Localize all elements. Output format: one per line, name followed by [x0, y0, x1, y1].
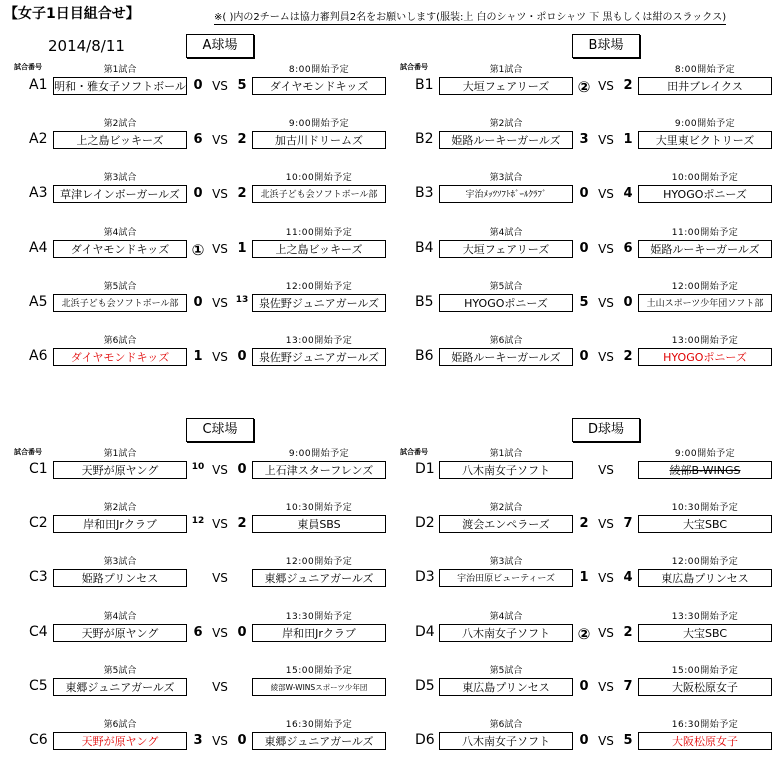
game-number: C5 [29, 677, 48, 694]
away-team: 大阪松原女子 [638, 732, 772, 750]
home-team: 姫路プリンセス [53, 569, 187, 587]
game-number: C4 [29, 623, 48, 640]
game-number: A6 [29, 348, 48, 364]
home-score: 12 [191, 516, 205, 527]
game-label: 第4試合 [489, 227, 523, 238]
field-name-box: D球場 [572, 418, 640, 442]
game-label: 第4試合 [103, 227, 137, 238]
home-score: 5 [579, 294, 589, 310]
home-team: 渡会エンペラーズ [439, 515, 573, 533]
away-score: 1 [237, 240, 247, 256]
away-team: ダイヤモンドキッズ [252, 77, 386, 95]
away-team: HYOGOポニーズ [638, 185, 772, 203]
away-score: 0 [237, 733, 247, 748]
game-label: 第5試合 [489, 281, 523, 292]
away-score: 4 [623, 186, 633, 202]
vs-label: VS [598, 571, 614, 586]
start-time: 11:00開始予定 [285, 227, 353, 238]
away-team: 大宝SBC [638, 624, 772, 642]
home-score: 0 [193, 294, 203, 310]
away-team [638, 461, 772, 479]
away-team: HYOGOポニーズ [638, 348, 772, 366]
start-time: 16:30開始予定 [671, 720, 739, 730]
away-team: 田井ブレイクス [638, 77, 772, 95]
vs-label: VS [212, 133, 228, 148]
game-number: D5 [415, 677, 435, 694]
game-label: 第2試合 [103, 503, 137, 514]
away-score: 4 [623, 570, 633, 586]
away-score: 2 [623, 624, 633, 640]
vs-label: VS [598, 625, 614, 640]
away-score: 2 [623, 349, 633, 364]
vs-label: VS [598, 79, 614, 93]
home-score: ② [577, 78, 591, 96]
home-team: 上之島ビッキーズ [53, 131, 187, 149]
away-team-name: 綾部B-WINGS [669, 464, 741, 477]
game-label: 第1試合 [489, 449, 523, 459]
game-label: 第6試合 [489, 336, 523, 346]
home-team: 北浜子ども会ソフトボール部 [53, 294, 187, 312]
home-score: 0 [193, 186, 203, 202]
game-label: 第2試合 [489, 119, 523, 130]
away-score: 7 [623, 678, 633, 694]
vs-label: VS [212, 517, 228, 532]
home-score: 3 [193, 733, 203, 748]
start-time: 10:30開始予定 [285, 503, 353, 514]
vs-label: VS [212, 295, 228, 310]
game-number: D1 [415, 461, 435, 477]
game-label: 第6試合 [489, 720, 523, 730]
start-time: 15:00開始予定 [671, 665, 739, 676]
home-team: 宇治田原ビューティーズ [439, 569, 573, 587]
away-team: 大里東ビクトリーズ [638, 131, 772, 149]
vs-label: VS [212, 79, 228, 93]
game-number: A3 [29, 185, 48, 202]
home-team: 大垣フェアリーズ [439, 240, 573, 258]
vs-label: VS [212, 463, 228, 477]
start-time: 15:00開始予定 [285, 665, 353, 676]
home-score: 2 [579, 516, 589, 532]
away-score: 0 [237, 462, 247, 477]
vs-label: VS [212, 350, 228, 364]
start-time: 12:00開始予定 [671, 281, 739, 292]
game-number: C1 [29, 461, 48, 477]
home-team: 天野が原ヤング [53, 732, 187, 750]
home-team: 天野が原ヤング [53, 461, 187, 479]
vs-label: VS [598, 350, 614, 364]
start-time: 16:30開始予定 [285, 720, 353, 730]
game-label: 第5試合 [103, 281, 137, 292]
away-team: 上之島ビッキーズ [252, 240, 386, 258]
match-number-header: 試合番号 [14, 63, 42, 71]
match-number-header: 試合番号 [14, 448, 42, 456]
away-team: 東郷ジュニアガールズ [252, 569, 386, 587]
home-team: 八木南女子ソフト [439, 732, 573, 750]
game-number: A4 [29, 239, 48, 256]
referee-note: ※( )内の2チームは協力審判員2名をお願いします(服装:上 白のシャツ・ポロシャツ 下 黒もしくは紺のスラックス) [214, 8, 726, 25]
game-number: D3 [415, 569, 435, 586]
game-number: B4 [415, 239, 434, 256]
away-team: 北浜子ども会ソフトボール部 [252, 185, 386, 203]
game-number: D2 [415, 515, 435, 532]
start-time: 12:00開始予定 [285, 557, 353, 568]
away-team: 姫路ルーキーガールズ [638, 240, 772, 258]
vs-label: VS [212, 571, 228, 586]
home-team: ダイヤモンドキッズ [53, 348, 187, 366]
game-label: 第1試合 [489, 65, 523, 75]
game-label: 第6試合 [103, 336, 137, 346]
game-number: C6 [29, 732, 48, 748]
game-number: C2 [29, 515, 48, 532]
vs-label: VS [598, 517, 614, 532]
home-team: 八木南女子ソフト [439, 624, 573, 642]
game-number: B3 [415, 185, 434, 202]
game-label: 第3試合 [489, 557, 523, 568]
game-number: D6 [415, 732, 435, 748]
start-time: 10:00開始予定 [671, 173, 739, 184]
vs-label: VS [598, 187, 614, 202]
home-score: 0 [193, 78, 203, 93]
event-date: 2014/8/11 [48, 37, 125, 55]
start-time: 11:00開始予定 [671, 227, 739, 238]
away-score: 6 [623, 240, 633, 256]
home-team: 草津レインボーガールズ [53, 185, 187, 203]
field-name-box: B球場 [572, 34, 640, 58]
away-score: 7 [623, 516, 633, 532]
vs-label: VS [598, 133, 614, 148]
away-score: 5 [237, 78, 247, 93]
home-team: 大垣フェアリーズ [439, 77, 573, 95]
home-team: ダイヤモンドキッズ [53, 240, 187, 258]
game-label: 第4試合 [489, 611, 523, 622]
vs-label: VS [212, 734, 228, 748]
home-score: 6 [193, 132, 203, 148]
away-score: 0 [237, 349, 247, 364]
game-number: A5 [29, 293, 48, 310]
away-team: 岸和田Jrクラブ [252, 624, 386, 642]
home-team: 東広島プリンセス [439, 678, 573, 696]
start-time: 9:00開始予定 [674, 119, 736, 130]
start-time: 12:00開始予定 [285, 281, 353, 292]
start-time: 13:00開始予定 [285, 336, 353, 346]
field-name-box: C球場 [186, 418, 254, 442]
vs-label: VS [598, 734, 614, 748]
away-team: 東郷ジュニアガールズ [252, 732, 386, 750]
game-label: 第6試合 [103, 720, 137, 730]
game-label: 第5試合 [489, 665, 523, 676]
game-label: 第3試合 [103, 557, 137, 568]
vs-label: VS [598, 679, 614, 694]
away-score: 0 [237, 624, 247, 640]
game-label: 第5試合 [103, 665, 137, 676]
game-number: A2 [29, 131, 48, 148]
home-team: 姫路ルーキーガールズ [439, 131, 573, 149]
home-team: 宇治ﾒｯﾂｿﾌﾄﾎﾞｰﾙｸﾗﾌﾞ [439, 185, 573, 203]
away-team: 大阪松原女子 [638, 678, 772, 696]
game-label: 第3試合 [103, 173, 137, 184]
game-label: 第3試合 [489, 173, 523, 184]
home-team: 天野が原ヤング [53, 624, 187, 642]
home-team: 姫路ルーキーガールズ [439, 348, 573, 366]
game-label: 第4試合 [103, 611, 137, 622]
start-time: 13:30開始予定 [285, 611, 353, 622]
home-score: ① [191, 240, 205, 259]
vs-label: VS [212, 187, 228, 202]
start-time: 10:00開始予定 [285, 173, 353, 184]
start-time: 13:00開始予定 [671, 336, 739, 346]
start-time: 9:00開始予定 [288, 449, 350, 459]
game-number: B5 [415, 293, 434, 310]
vs-label: VS [598, 463, 614, 477]
away-score: 2 [623, 78, 633, 93]
game-number: C3 [29, 569, 48, 586]
game-number: A1 [29, 77, 48, 93]
field-name-box: A球場 [186, 34, 254, 58]
away-score: 13 [235, 294, 249, 305]
start-time: 10:30開始予定 [671, 503, 739, 514]
home-team: 八木南女子ソフト [439, 461, 573, 479]
game-label: 第2試合 [103, 119, 137, 130]
away-score: 2 [237, 516, 247, 532]
away-team: 泉佐野ジュニアガールズ [252, 294, 386, 312]
home-team: 明和・雅女子ソフトボール [53, 77, 187, 95]
page-title: 【女子1日目組合せ】 [4, 6, 140, 22]
home-score: 1 [579, 570, 589, 586]
vs-label: VS [598, 295, 614, 310]
start-time: 13:30開始予定 [671, 611, 739, 622]
home-team: 岸和田Jrクラブ [53, 515, 187, 533]
start-time: 8:00開始予定 [674, 65, 736, 75]
home-score: 6 [193, 624, 203, 640]
away-team: 土山スポーツ少年団ソフト部 [638, 294, 772, 312]
start-time: 9:00開始予定 [288, 119, 350, 130]
vs-label: VS [212, 679, 228, 694]
away-score: 2 [237, 132, 247, 148]
home-score: 0 [579, 733, 589, 748]
home-team: HYOGOポニーズ [439, 294, 573, 312]
match-number-header: 試合番号 [400, 448, 428, 456]
game-label: 第2試合 [489, 503, 523, 514]
game-number: B1 [415, 77, 434, 93]
home-score: 0 [579, 678, 589, 694]
away-team: 加古川ドリームズ [252, 131, 386, 149]
vs-label: VS [212, 241, 228, 256]
home-score: 0 [579, 186, 589, 202]
away-team: 泉佐野ジュニアガールズ [252, 348, 386, 366]
away-score: 1 [623, 132, 633, 148]
away-team: 綾部W-WINSスポーツ少年団 [252, 678, 386, 696]
game-number: B6 [415, 348, 434, 364]
home-score: 1 [193, 349, 203, 364]
vs-label: VS [598, 241, 614, 256]
game-number: B2 [415, 131, 434, 148]
game-number: D4 [415, 623, 435, 640]
home-score: 0 [579, 240, 589, 256]
away-score: 5 [623, 733, 633, 748]
away-score: 0 [623, 294, 633, 310]
game-label: 第1試合 [103, 65, 137, 75]
home-score: 10 [191, 462, 205, 472]
away-team: 東員SBS [252, 515, 386, 533]
vs-label: VS [212, 625, 228, 640]
away-score: 2 [237, 186, 247, 202]
match-number-header: 試合番号 [400, 63, 428, 71]
away-team: 東広島プリンセス [638, 569, 772, 587]
home-score: 3 [579, 132, 589, 148]
start-time: 9:00開始予定 [674, 449, 736, 459]
home-team: 東郷ジュニアガールズ [53, 678, 187, 696]
home-score: ② [577, 624, 591, 643]
away-team: 大宝SBC [638, 515, 772, 533]
start-time: 12:00開始予定 [671, 557, 739, 568]
home-score: 0 [579, 349, 589, 364]
start-time: 8:00開始予定 [288, 65, 350, 75]
away-team: 上石津スターフレンズ [252, 461, 386, 479]
game-label: 第1試合 [103, 449, 137, 459]
